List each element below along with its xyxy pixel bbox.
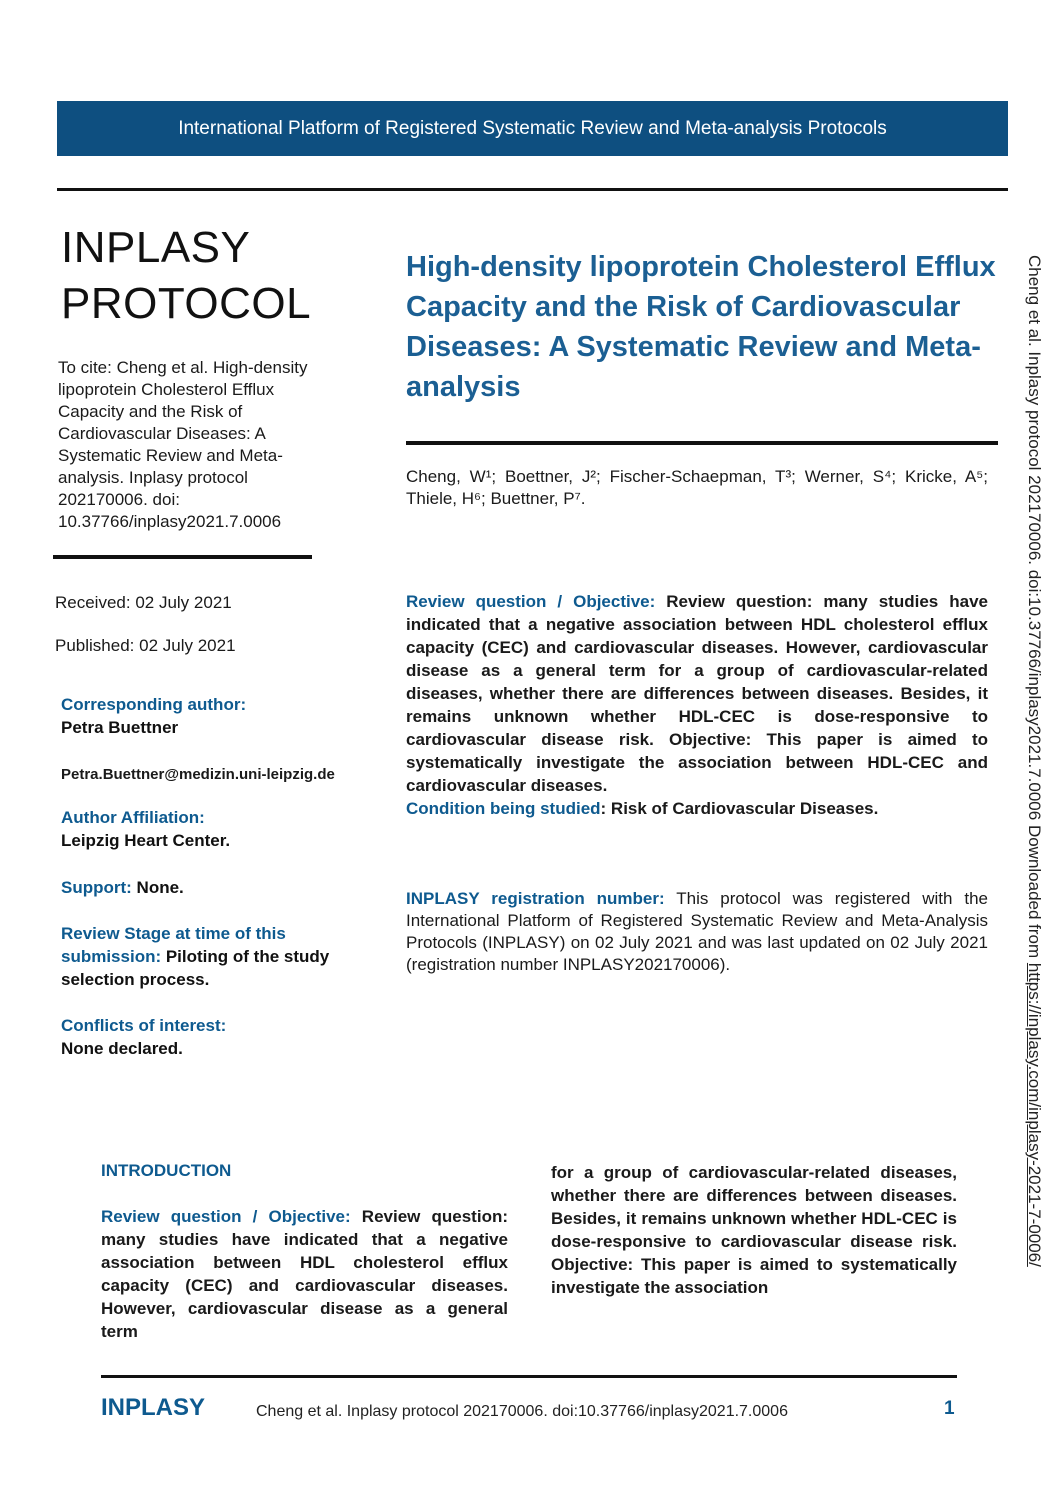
abstract	[406, 590, 988, 820]
affiliation-label: Author Affiliation:	[61, 808, 205, 827]
support-value: None.	[131, 878, 184, 897]
author-affiliation	[61, 806, 381, 852]
support-label: Support:	[61, 878, 132, 897]
conflicts-label: Conflicts of interest:	[61, 1016, 227, 1035]
left-rule	[53, 555, 312, 559]
conflicts	[61, 1014, 381, 1060]
sidebar-download-note	[1024, 255, 1044, 1267]
received-date: Received: 02 July 2021	[55, 593, 232, 612]
published-date: Published: 02 July 2021	[55, 636, 236, 655]
header-banner: International Platform of Registered Systematic Review and Meta-analysis Protocols	[57, 101, 1008, 156]
corresponding-name: Petra Buettner	[61, 718, 179, 737]
intro-objective-label: Review question / Objective:	[101, 1207, 351, 1226]
support	[61, 876, 381, 899]
registration	[406, 888, 988, 976]
condition-label: Condition being studied	[406, 799, 601, 818]
registration-text: This protocol was registered with the International Platform of Registered Systematic Review and Meta-Analysis Protocols (INPLASY) on 02 July 2021 and was last updated on 02 July 2021 (registration number INPLASY202170006).	[406, 889, 988, 974]
intro-column-2: for a group of cardiovascular-related diseases, whether there are differences between diseases. Besides, it remains unknown whether HDL-CEC is dose-responsive to cardiovascular disease risk. Objective: This paper is aimed to systematically investigate the association	[551, 1163, 957, 1297]
author-list: Cheng, W¹; Boettner, J²; Fischer-Schaepman, T³; Werner, S⁴; Kricke, A⁵; Thiele, H⁶; Buettner, P⁷.	[406, 467, 988, 508]
stage-label: Review Stage at time of this submission:	[61, 924, 286, 966]
article-title: High-density lipoprotein Cholesterol Efflux Capacity and the Risk of Cardiovascular Diseases: A Systematic Review and Meta-analysis	[406, 251, 996, 403]
footer-brand: INPLASY	[101, 1394, 206, 1421]
intro-column-1	[101, 1205, 508, 1343]
stage-value: Piloting of the study selection process.	[61, 947, 330, 989]
conflicts-value: None declared.	[61, 1039, 183, 1058]
citation-block: To cite: Cheng et al. High-density lipoprotein Cholesterol Efflux Capacity and the Risk of Cardiovascular Diseases: A Systematic Review and Meta-analysis. Inplasy protocol 202170006. doi: 10.37766/inplasy2021.7.0006	[58, 358, 308, 531]
protocol-title-line2: PROTOCOL	[61, 279, 312, 328]
top-rule	[57, 188, 1008, 191]
registration-label: INPLASY registration number:	[406, 889, 665, 908]
affiliation-value: Leipzig Heart Center.	[61, 831, 231, 850]
corresponding-label: Corresponding author:	[61, 695, 247, 714]
footer-rule	[101, 1375, 957, 1378]
objective-text: Review question: many studies have indicated that a negative association between HDL cholesterol efflux capacity (CEC) and cardiovascular diseases. However, cardiovascular disease as a general term for a group of cardiovascular-related diseases, whether there are differences between diseases. Besides, it remains unknown whether HDL-CEC is dose-responsive to cardiovascular disease risk. Objective: This paper is aimed to systematically investigate the association between HDL-CEC and cardiovascular diseases.	[406, 592, 988, 795]
condition-text: : Risk of Cardiovascular Diseases.	[600, 799, 879, 818]
title-rule	[406, 441, 998, 445]
page-number: 1	[944, 1398, 955, 1419]
corresponding-email[interactable]: Petra.Buettner@medizin.uni-leipzig.de	[61, 766, 335, 783]
corresponding-author	[61, 693, 381, 739]
protocol-title-line1: INPLASY	[61, 223, 251, 272]
footer-citation: Cheng et al. Inplasy protocol 202170006. doi:10.37766/inplasy2021.7.0006	[256, 1403, 788, 1420]
sidebar-link[interactable]: https://inplasy.com/inplasy-2021-7-0006/	[1025, 962, 1044, 1267]
protocol-title	[61, 220, 311, 332]
review-stage	[61, 922, 371, 991]
sidebar-text: Cheng et al. Inplasy protocol 202170006. doi:10.37766/inplasy2021.7.0006 Downloaded from	[1025, 255, 1044, 963]
intro-heading: INTRODUCTION	[101, 1161, 232, 1180]
objective-label: Review question / Objective:	[406, 592, 656, 611]
intro-col1-text: Review question: many studies have indicated that a negative association between HDL cholesterol efflux capacity (CEC) and cardiovascular diseases. However, cardiovascular disease as a general term	[101, 1207, 508, 1341]
